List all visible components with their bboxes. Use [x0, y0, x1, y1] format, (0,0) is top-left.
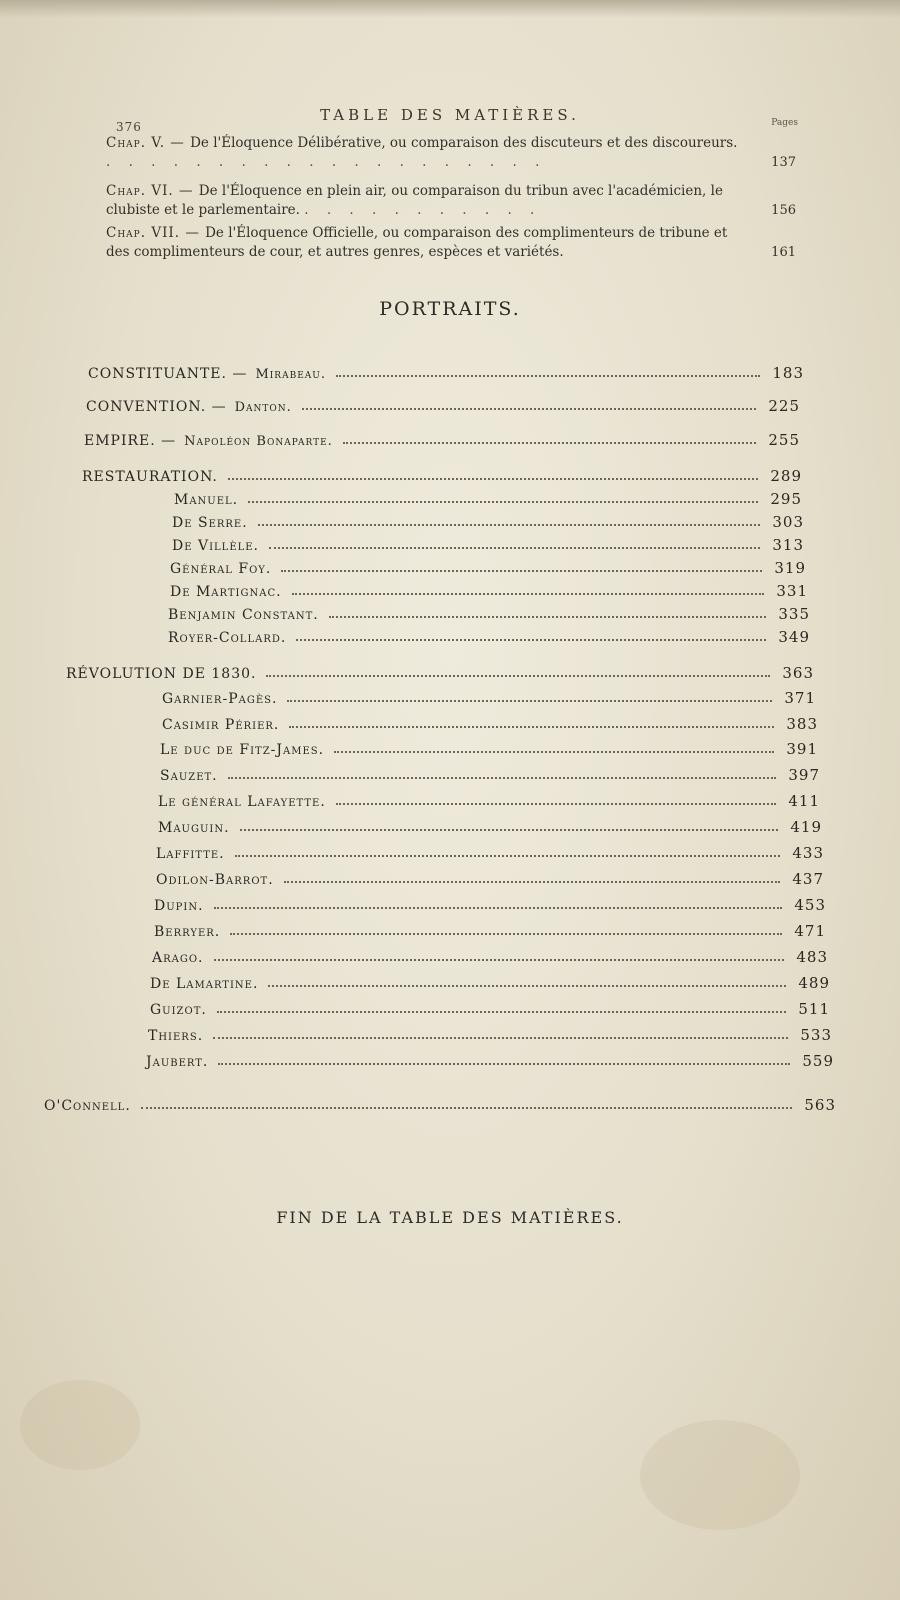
- toc-entry: Jaubert. 559: [146, 1052, 834, 1070]
- toc-entry: Guizot. 511: [150, 1000, 830, 1018]
- chapter-label: Chap. VII. —: [106, 225, 206, 241]
- page-edge-shadow: [0, 0, 900, 18]
- paper-stain: [20, 1380, 140, 1470]
- toc-entry: Casimir Périer. 383: [162, 715, 818, 733]
- running-title: TABLE DES MATIÈRES.: [320, 106, 580, 124]
- page-ref: 331: [776, 582, 808, 600]
- toc-entry: Le duc de Fitz-James. 391: [160, 740, 818, 758]
- paper-stain: [640, 1420, 800, 1530]
- page-ref: 255: [768, 431, 800, 449]
- page-ref: 559: [802, 1052, 834, 1070]
- page-ref: 391: [786, 740, 818, 758]
- chapter-entry: Chap. V. — De l'Éloquence Délibérative, ou comparaison des discuteurs et des discoureurs. . . . . . . . . . . . . . . . . . . . . 137: [106, 135, 796, 170]
- page-ref: 289: [770, 467, 802, 485]
- chapter-label: Chap. V. —: [106, 135, 191, 151]
- toc-entry: RESTAURATION. 289: [82, 467, 802, 485]
- page-ref: 295: [770, 490, 802, 508]
- page-ref: 363: [782, 664, 814, 682]
- page-ref: 511: [798, 1000, 830, 1018]
- toc-entry: Odilon-Barrot. 437: [156, 870, 824, 888]
- page-ref: 471: [794, 922, 826, 940]
- page-ref: 335: [778, 605, 810, 623]
- page-ref: 563: [804, 1096, 836, 1114]
- toc-entry: De Serre. 303: [172, 513, 804, 531]
- chapter-entry: [106, 224, 796, 262]
- toc-entry: Le général Lafayette. 411: [158, 792, 820, 810]
- page-ref: 433: [792, 844, 824, 862]
- toc-entry: O'Connell. 563: [44, 1096, 836, 1114]
- toc-entry: Benjamin Constant. 335: [168, 605, 810, 623]
- section-title: PORTRAITS.: [379, 298, 521, 320]
- toc-entry: De Villèle. 313: [172, 536, 804, 554]
- toc-entry: Royer-Collard. 349: [168, 628, 810, 646]
- chapter-text: De l'Éloquence Délibérative, ou comparaison des discuteurs et des discoureurs.: [190, 135, 738, 151]
- chapter-entry: Chap. VI. — De l'Éloquence en plein air, ou comparaison du tribun avec l'académicien, le clubiste et le parlementaire. . . . . . . . . . . . 156: [106, 183, 796, 218]
- toc-entry: Garnier-Pagès. 371: [162, 689, 816, 707]
- page-ref: 489: [798, 974, 830, 992]
- toc-entry: Thiers. 533: [148, 1026, 832, 1044]
- page-ref: 453: [794, 896, 826, 914]
- chapter-page: 161: [771, 245, 796, 260]
- chapter-page: 137: [771, 155, 796, 170]
- chapter-text: De l'Éloquence en plein air, ou comparaison du tribun avec l'académicien, le clubiste et le parlementaire.: [106, 183, 723, 218]
- page-ref: 319: [774, 559, 806, 577]
- page-ref: 371: [784, 689, 816, 707]
- toc-entry: De Lamartine. 489: [150, 974, 830, 992]
- page-ref: 397: [788, 766, 820, 784]
- page-ref: 225: [768, 397, 800, 415]
- page-number: 376: [116, 120, 142, 134]
- toc-entry: Mauguin. 419: [158, 818, 822, 836]
- toc-entry: Manuel. 295: [174, 490, 802, 508]
- toc-entry: Dupin. 453: [154, 896, 826, 914]
- toc-entry: CONVENTION. — Danton. 225: [86, 397, 800, 415]
- page-ref: 349: [778, 628, 810, 646]
- page-ref: 183: [772, 364, 804, 382]
- chapter-text: De l'Éloquence Officielle, ou comparaison des complimenteurs de tribune et des complimenteurs de cour, et autres genres, espèces et variétés.: [106, 225, 728, 260]
- toc-entry: EMPIRE. — Napoléon Bonaparte. 255: [84, 431, 800, 449]
- pages-column-label: Pages: [771, 118, 798, 128]
- toc-entry: Arago. 483: [152, 948, 828, 966]
- toc-entry: De Martignac. 331: [170, 582, 808, 600]
- page-ref: 533: [800, 1026, 832, 1044]
- end-of-table-note: FIN DE LA TABLE DES MATIÈRES.: [276, 1208, 624, 1227]
- toc-entry: Laffitte. 433: [156, 844, 824, 862]
- toc-entry: CONSTITUANTE. — Mirabeau. 183: [88, 364, 804, 382]
- toc-entry: Sauzet. 397: [160, 766, 820, 784]
- chapter-label: Chap. VI. —: [106, 183, 199, 199]
- page-ref: 411: [788, 792, 820, 810]
- toc-entry: Berryer. 471: [154, 922, 826, 940]
- toc-entry: Général Foy. 319: [170, 559, 806, 577]
- toc-entry: RÉVOLUTION DE 1830. 363: [66, 664, 814, 682]
- page-ref: 383: [786, 715, 818, 733]
- page-ref: 303: [772, 513, 804, 531]
- page-ref: 313: [772, 536, 804, 554]
- page-ref: 437: [792, 870, 824, 888]
- chapter-page: 156: [771, 203, 796, 218]
- page-ref: 483: [796, 948, 828, 966]
- page-ref: 419: [790, 818, 822, 836]
